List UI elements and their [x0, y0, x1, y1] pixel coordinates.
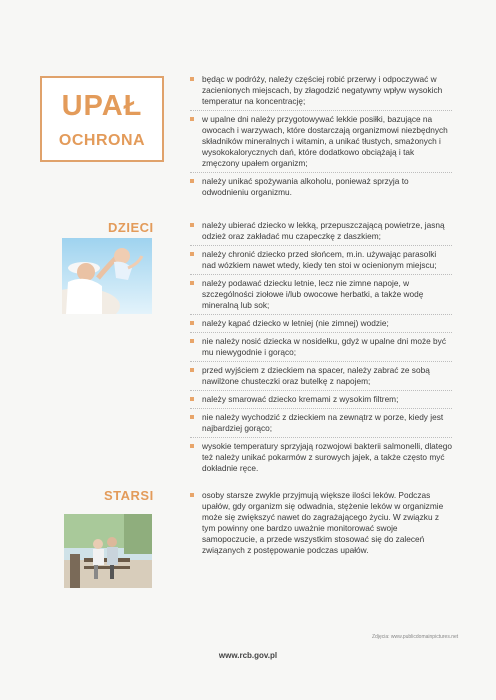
list-item-text: należy podawać dziecku letnie, lecz nie zimne napoje, w szczególności ziołowe i/lub owocowe herbatki, a także wodę mineralną lub sok; — [202, 278, 424, 310]
list-item-text: nie należy wychodzić z dzieckiem na zewnątrz w porze, kiedy jest najbardziej gorąco; — [202, 412, 444, 433]
general-tips-list — [190, 74, 452, 198]
website-url[interactable]: www.rcb.gov.pl — [218, 651, 278, 660]
list-item-text: nie należy nosić dziecka w nosidełku, gdyż w upalne dni może być mu niewygodnie i gorąco; — [202, 336, 446, 357]
list-item — [190, 74, 452, 111]
list-item — [190, 365, 452, 391]
list-item-text: wysokie temperatury sprzyjają rozwojowi bakterii salmonelli, dlatego też należy unikać pokarmów z surowych jajek, a także często myć dokładnie ręce. — [202, 441, 452, 473]
list-item — [190, 114, 452, 173]
list-item — [190, 318, 452, 333]
list-item-text: należy ubierać dziecko w lekką, przepuszczającą powietrze, jasną odzież oraz zakładać mu czapeczkę z daszkiem; — [202, 220, 445, 241]
item-divider — [190, 437, 452, 438]
children-tips-list — [190, 220, 452, 474]
item-divider — [190, 408, 452, 409]
item-divider — [190, 332, 452, 333]
list-item-text: należy unikać spożywania alkoholu, ponieważ sprzyja to odwodnieniu organizmu. — [202, 176, 409, 197]
page-title: UPAŁ — [61, 90, 143, 122]
list-item-text: należy chronić dziecko przed słońcem, m.in. używając parasolki nad wózkiem nawet wtedy, kiedy ten stoi w ocienionym miejscu; — [202, 249, 437, 270]
list-item — [190, 176, 452, 198]
photo-credit: Zdjęcia: www.publicdomainpictures.net — [372, 634, 459, 640]
page-subtitle: OCHRONA — [58, 132, 146, 149]
item-divider — [190, 245, 452, 246]
item-divider — [190, 172, 452, 173]
list-item-text: należy kąpać dziecko w letniej (nie zimnej) wodzie; — [202, 318, 389, 328]
list-item — [190, 278, 452, 315]
item-divider — [190, 314, 452, 315]
list-item — [190, 394, 452, 409]
item-divider — [190, 110, 452, 111]
list-item-text: należy smarować dziecko kremami z wysokim filtrem; — [202, 394, 399, 404]
list-item-text: osoby starsze zwykle przyjmują większe ilości leków. Podczas upałów, gdy organizm się odwadnia, stężenie leków w organizmie może się zwiększyć nawet do zagrażającego życiu. W związku z tym powinny one bardzo uważnie monitorować swoje samopoczucie, a przede wszystkim stosować się do zaleceń związanych z postępowanie podczas upałów. — [202, 490, 444, 555]
section-heading-seniors: STARSI — [104, 488, 154, 503]
mother-child-photo — [62, 238, 152, 314]
list-item — [190, 490, 452, 556]
seniors-on-bench-photo — [64, 514, 152, 588]
item-divider — [190, 390, 452, 391]
item-divider — [190, 274, 452, 275]
list-item — [190, 336, 452, 362]
list-item-text: będąc w podróży, należy częściej robić przerwy i odpoczywać w zacienionych miejscach, by złagodzić negatywny wpływ wysokich temperatur na koncentrację; — [202, 74, 443, 106]
list-item — [190, 441, 452, 474]
section-heading-children: DZIECI — [108, 220, 154, 235]
list-item-text: przed wyjściem z dzieckiem na spacer, należy zabrać ze sobą nawilżone chusteczki oraz butelkę z napojem; — [202, 365, 430, 386]
list-item — [190, 249, 452, 275]
list-item — [190, 412, 452, 438]
seniors-tips-list — [190, 490, 452, 556]
list-item-text: w upalne dni należy przygotowywać lekkie posiłki, bazujące na owocach i warzywach, które dostarczają organizmowi niezbędnych składników mineralnych i witamin, a unikać tłustych, smażonych i wysokokalorycznych dań, które dodatkowo obciążają i tak zmęczony upałem organizm; — [202, 114, 448, 168]
list-item — [190, 220, 452, 246]
title-box — [40, 76, 164, 162]
item-divider — [190, 361, 452, 362]
